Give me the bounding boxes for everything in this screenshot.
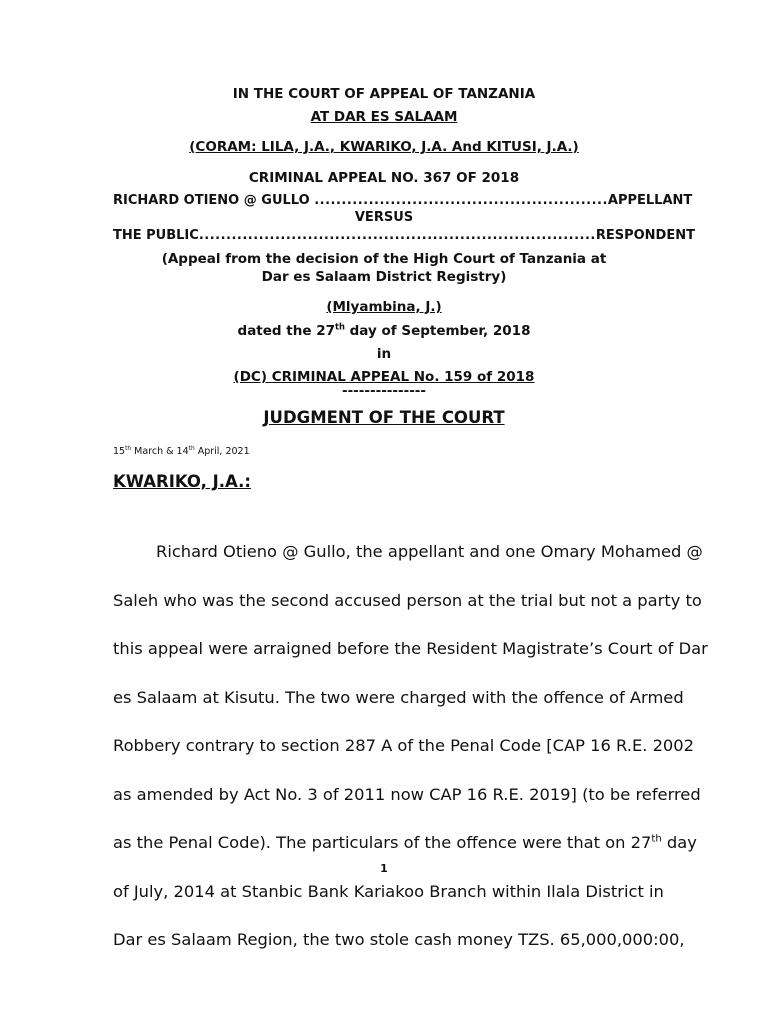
appeal-from-line2: Dar es Salaam District Registry) — [261, 269, 507, 285]
respondent-dots: ......................................................................... — [198, 228, 596, 243]
body-line: es Salaam at Kisutu. The two were charged with the offence of Armed — [113, 687, 684, 707]
date-mid: March & 14 — [131, 446, 189, 457]
versus-label: VERSUS — [354, 210, 414, 225]
court-heading: IN THE COURT OF APPEAL OF TANZANIA — [232, 86, 536, 102]
body-line: Saleh who was the second accused person at the trial but not a party to — [113, 590, 702, 610]
appellant-role: APPELLANT — [607, 193, 693, 208]
in-label: in — [376, 346, 392, 362]
dc-appeal-number: (DC) CRIMINAL APPEAL No. 159 of 2018 — [233, 369, 535, 385]
judgment-author: KWARIKO, J.A.: — [113, 472, 251, 491]
respondent-row — [113, 228, 695, 243]
appeal-from-line1: (Appeal from the decision of the High Court of Tanzania at — [161, 251, 607, 267]
body-line: Dar es Salaam Region, the two stole cash money TZS. 65,000,000:00, — [113, 930, 685, 949]
coram-line: (CORAM: LILA, J.A., KWARIKO, J.A. And KITUSI, J.A.) — [189, 139, 579, 155]
dated-prefix: dated the 27 — [237, 323, 335, 339]
court-location: AT DAR ES SALAAM — [310, 109, 458, 125]
judgment-title: JUDGMENT OF THE COURT — [263, 408, 505, 427]
date-end: April, 2021 — [194, 446, 250, 457]
body-line-part: as the Penal Code). The particulars of the offence were that on 27 — [113, 833, 652, 852]
respondent-role: RESPONDENT — [595, 228, 695, 243]
date-b-sup: th — [188, 445, 195, 452]
respondent-name: THE PUBLIC — [113, 228, 199, 243]
judgment-body — [113, 528, 708, 965]
date-a-sup: th — [125, 445, 132, 452]
body-line: this appeal were arraigned before the Resident Magistrate’s Court of Dar — [113, 639, 708, 658]
hearing-dates — [113, 446, 250, 457]
appellant-row — [113, 193, 693, 208]
dated-suffix: day of September, 2018 — [344, 323, 531, 339]
separator-dashes: --------------- — [341, 383, 427, 399]
date-a: 15 — [113, 446, 126, 457]
lower-court-judge: (Mlyambina, J.) — [326, 299, 442, 315]
body-line-sup: th — [651, 833, 662, 845]
page-number: 1 — [380, 862, 388, 875]
body-line — [113, 819, 697, 868]
body-line: Richard Otieno @ Gullo, the appellant and one Omary Mohamed @ — [156, 542, 703, 561]
dated-sup: th — [334, 321, 345, 332]
body-line: Robbery contrary to section 287 A of the Penal Code [CAP 16 R.E. 2002 — [113, 736, 695, 755]
appellant-name: RICHARD OTIENO @ GULLO — [113, 193, 310, 208]
body-line: as amended by Act No. 3 of 2011 now CAP 16 R.E. 2019] (to be referred — [113, 784, 701, 804]
dated-line — [0, 323, 768, 339]
body-line: of July, 2014 at Stanbic Bank Kariakoo Branch within Ilala District in — [113, 881, 664, 901]
appellant-dots: ...................................................... — [314, 193, 608, 208]
appeal-number: CRIMINAL APPEAL NO. 367 OF 2018 — [248, 170, 520, 186]
body-line-part: day — [661, 833, 697, 852]
